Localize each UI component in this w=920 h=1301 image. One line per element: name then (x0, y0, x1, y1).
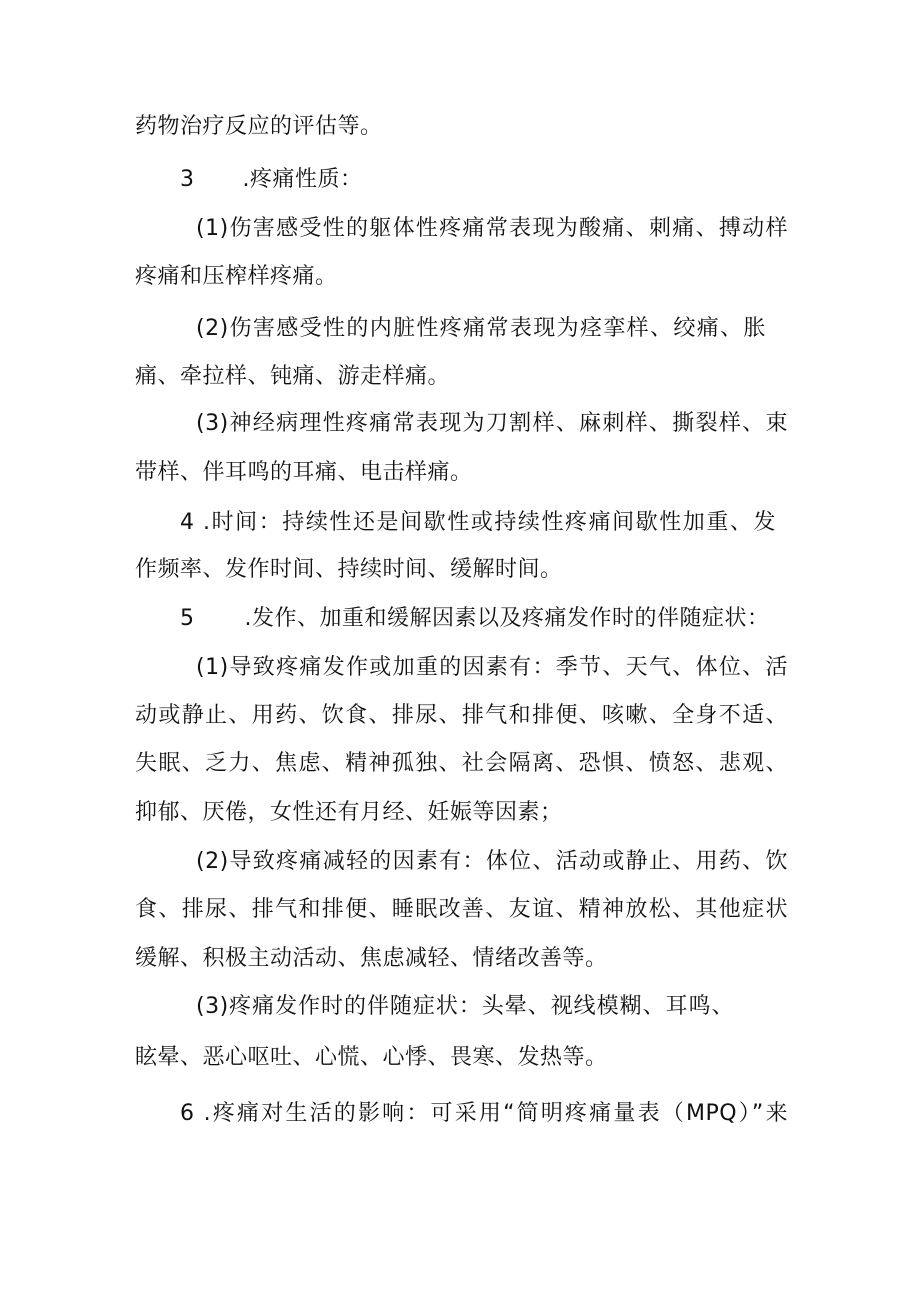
section-6-heading: 6 .疼痛对生活的影响：可采用“简明疼痛量表（MPQ）”来 (180, 1101, 788, 1126)
text-line: (1)伤害感受性的躯体性疼痛常表现为酸痛、刺痛、搏动样 (196, 216, 788, 241)
section-3-heading (180, 163, 363, 197)
text-line: (3)神经病理性疼痛常表现为刀割样、麻刺样、撕裂样、束 (196, 411, 788, 436)
text-line: 缓解、积极主动活动、焦虑减轻、情绪改善等。 (135, 946, 608, 971)
text-line: 食、排尿、排气和排便、睡眠改善、友谊、精神放松、其他症状 (135, 897, 788, 922)
text-line: (1)导致疼痛发作或加重的因素有：季节、天气、体位、活 (196, 655, 788, 680)
section-number: 5 (180, 606, 195, 631)
text-line: 动或静止、用药、饮食、排尿、排气和排便、咳嗽、全身不适、 (135, 703, 788, 728)
text-line: 失眠、乏力、焦虑、精神孤独、社会隔离、恐惧、愤怒、悲观、 (135, 751, 788, 776)
section-title: .疼痛性质： (242, 167, 363, 192)
text-line: 抑郁、厌倦，女性还有月经、妊娠等因素； (135, 800, 563, 825)
text-line: (3)疼痛发作时的伴随症状：头晕、视线模糊、耳鸣、 (196, 994, 734, 1019)
section-title: .发作、加重和缓解因素以及疼痛发作时的伴随症状： (244, 606, 770, 631)
text-line: 痛、牵拉样、钝痛、游走样痛。 (135, 364, 451, 389)
text-line: (2)伤害感受性的内脏性疼痛常表现为痉挛样、绞痛、胀 (196, 316, 766, 341)
text-line: 作频率、发作时间、持续时间、缓解时间。 (135, 557, 563, 582)
text-line: 眩晕、恶心呕吐、心慌、心悸、畏寒、发热等。 (135, 1045, 608, 1070)
section-4-heading: 4 .时间：持续性还是间歇性或持续性疼痛间歇性加重、发 (180, 510, 776, 535)
text-line: (2)导致疼痛减轻的因素有：体位、活动或静止、用药、饮 (196, 849, 788, 874)
text-line: 带样、伴耳鸣的耳痛、电击样痛。 (135, 460, 473, 485)
section-number: 3 (180, 167, 195, 192)
section-5-heading (180, 602, 770, 636)
text-line: 药物治疗反应的评估等。 (135, 114, 383, 139)
text-line: 疼痛和压榨样疼痛。 (135, 264, 338, 289)
